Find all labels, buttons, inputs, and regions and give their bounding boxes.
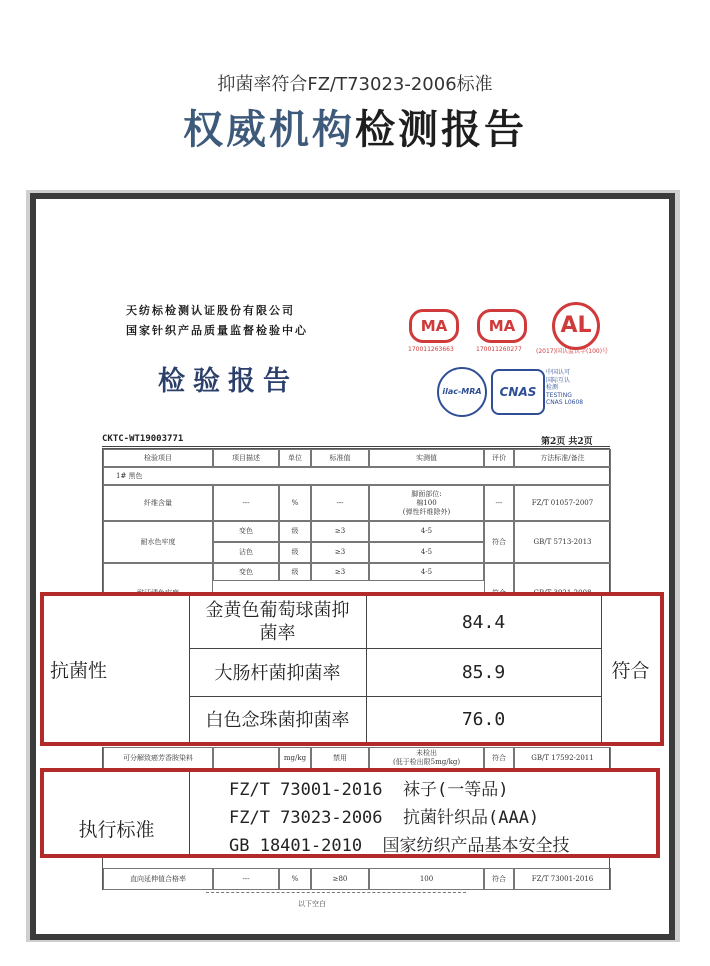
page-subtitle: 抑菌率符合FZ/T73023-2006标准: [217, 74, 493, 95]
row-value: 4-5: [369, 563, 484, 581]
row-std: 禁用: [311, 747, 369, 769]
row-unit: 级: [279, 563, 311, 581]
page-info: 第2页 共2页: [541, 437, 593, 447]
row-desc: ---: [213, 485, 279, 521]
org-name: 天纺标检测认证股份有限公司: [126, 304, 295, 317]
row-desc: 沾色: [213, 542, 279, 563]
row-std: ≥80: [311, 868, 369, 890]
row-value-line: 脚面部位:: [411, 489, 442, 498]
table-header: 评价: [484, 449, 514, 467]
bacteria-rate: 85.9: [461, 661, 506, 683]
cnas-text-line: 中国认可: [546, 369, 571, 376]
table-header: 单位: [279, 449, 311, 467]
cnas-text-line: CNAS L0608: [546, 399, 584, 406]
row-desc: ---: [213, 868, 279, 890]
row-method: GB/T 5713-2013: [514, 521, 611, 563]
row-unit: %: [279, 485, 311, 521]
row-unit: mg/kg: [279, 747, 311, 769]
row-eval: 符合: [484, 521, 514, 563]
row-desc: [213, 747, 279, 769]
page-title: [0, 98, 710, 155]
table-header: 项目描述: [213, 449, 279, 467]
table-header: 检验项目: [103, 449, 213, 467]
row-std: ≥3: [311, 521, 369, 542]
page-title-part2: 检测报告: [355, 107, 527, 153]
row-item: 耐水色牢度: [103, 521, 213, 563]
standard-line: FZ/T 73023-2006 抗菌针织品(AAA): [229, 808, 540, 828]
sample-row: 1# 黑色: [103, 467, 611, 485]
cnas-text-line: 检测: [546, 384, 559, 391]
row-unit: 级: [279, 542, 311, 563]
row-eval: 符合: [484, 747, 514, 769]
page-title-part1: 权威机构: [183, 107, 355, 153]
bacteria-rate: 84.4: [461, 611, 506, 633]
antibacterial-label: 抗菌性: [50, 659, 108, 682]
row-value-line: 未检出: [416, 749, 437, 757]
report-title: 检验报告: [158, 366, 298, 397]
row-eval: 符合: [484, 868, 514, 890]
row-value-line: (低于检出限5mg/kg): [392, 758, 461, 766]
row-value: 100: [369, 868, 484, 890]
ilac-mra-logo: ilac-MRA: [437, 367, 487, 417]
row-desc: 变色: [213, 563, 279, 581]
cma-number-1: 170011263663: [408, 346, 454, 353]
header-rule: [102, 446, 610, 447]
row-item: 可分解致癌芳香胺染料: [103, 747, 213, 769]
standard-line: GB 18401-2010 国家纺织产品基本安全技: [229, 836, 570, 856]
bacteria-name-line: 金黄色葡萄球菌抑: [205, 600, 350, 621]
row-item: 纤维含量: [103, 485, 213, 521]
bacteria-rate: 76.0: [461, 708, 506, 730]
end-note: 以下空白: [298, 900, 326, 908]
cnas-text-line: TESTING: [546, 391, 572, 399]
standards-label: 执行标准: [78, 819, 155, 841]
grid-line: [189, 772, 190, 854]
row-unit: 级: [279, 521, 311, 542]
row-method: FZ/T 01057-2007: [514, 485, 611, 521]
row-value-line: (弹性纤维除外): [402, 507, 451, 516]
bacteria-name: 白色念珠菌抑菌率: [205, 710, 350, 731]
antibacterial-highlight: [40, 592, 664, 746]
bacteria-name: 大肠杆菌抑菌率: [214, 663, 341, 684]
bacteria-name-line: 菌率: [259, 623, 296, 644]
cnas-text-block: [546, 369, 583, 407]
results-table-upper: [102, 448, 610, 598]
cal-logo: AL: [552, 302, 600, 350]
row-unit: %: [279, 868, 311, 890]
cnas-text-line: 国际互认: [546, 376, 571, 384]
cma-number-2: 170011260277: [476, 346, 522, 353]
table-header: 标准值: [311, 449, 369, 467]
cal-number: (2017)国认监认字(100)号: [536, 348, 609, 355]
cma-logo-1: MA: [409, 309, 459, 343]
row-std: ---: [311, 485, 369, 521]
row-method: FZ/T 73001-2016: [514, 868, 611, 890]
bacteria-name: [189, 596, 366, 648]
row-value: 4-5: [369, 521, 484, 542]
row-item: 直向延伸值合格率: [103, 868, 213, 890]
row-value: [369, 747, 484, 769]
cma-logo-2: MA: [477, 309, 527, 343]
table-header: 方法标准/备注: [514, 449, 611, 467]
row-std: ≥3: [311, 563, 369, 581]
row-value: [369, 485, 484, 521]
end-divider: [206, 892, 466, 893]
standard-line: FZ/T 73001-2016 袜子(一等品): [229, 780, 509, 800]
report-id: CKTC-WT19003771: [102, 434, 184, 444]
antibacterial-result: 符合: [611, 659, 650, 682]
table-header: 实测值: [369, 449, 484, 467]
row-eval: ---: [484, 485, 514, 521]
row-method: GB/T 17592-2011: [514, 747, 611, 769]
row-value-line: 棉100: [416, 498, 437, 507]
row-value: 4-5: [369, 542, 484, 563]
row-desc: 变色: [213, 521, 279, 542]
cnas-logo: CNAS: [491, 369, 545, 415]
row-std: ≥3: [311, 542, 369, 563]
org-center-name: 国家针织产品质量监督检验中心: [126, 324, 308, 337]
